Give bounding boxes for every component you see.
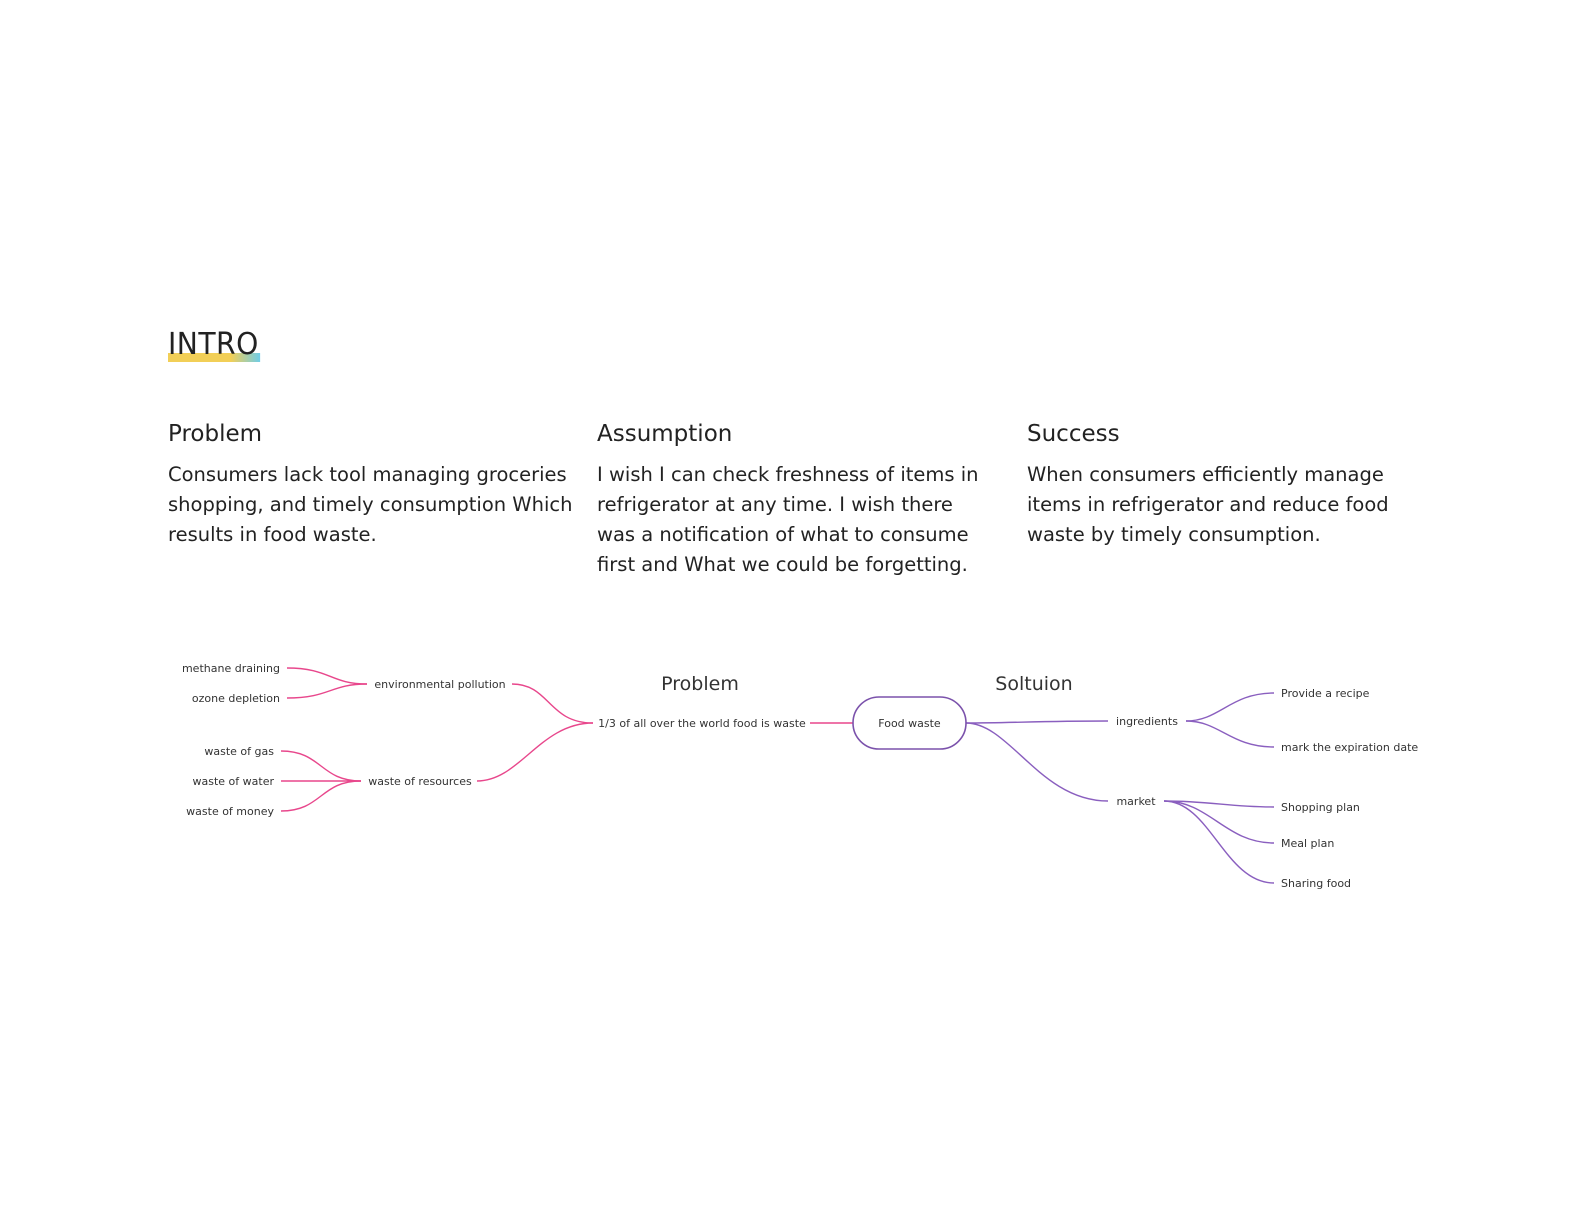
edge-pollution-to-main	[512, 684, 593, 723]
money-label: waste of money	[186, 805, 274, 818]
edge-ingredients-to-recipe	[1186, 693, 1274, 721]
meal-plan-label: Meal plan	[1281, 837, 1335, 850]
sharing-food-label: Sharing food	[1281, 877, 1352, 890]
edge-resources-to-main	[477, 723, 593, 781]
pollution-label: environmental pollution	[374, 678, 506, 691]
ingredients-label: ingredients	[1116, 715, 1178, 728]
edge-center-to-market	[966, 723, 1108, 801]
edge-center-to-ingredients	[966, 721, 1108, 723]
intro-title: INTRO	[168, 325, 260, 365]
edge-market-to-sharing	[1164, 801, 1274, 883]
success-text: When consumers efficiently manage items in refrigerator and reduce food waste by timely consumption.	[1027, 463, 1389, 546]
methane-label: methane draining	[181, 662, 280, 675]
problem-section-label: Problem	[661, 673, 739, 695]
center-label: Food waste	[878, 717, 941, 730]
edge-gas-to-resources	[281, 751, 361, 781]
edge-ingredients-to-expiration	[1186, 721, 1274, 747]
ozone-label: ozone depletion	[191, 692, 280, 705]
edge-money-to-resources	[281, 781, 361, 811]
assumption-text: I wish I can check freshness of items in refrigerator at any time. I wish there was a notification of what to consume first and What we could be forgetting.	[597, 463, 979, 576]
solution-section-label: Soltuion	[995, 673, 1073, 695]
gas-label: waste of gas	[204, 745, 274, 758]
edge-methane-to-pollution	[287, 668, 367, 684]
shopping-plan-label: Shopping plan	[1281, 801, 1360, 814]
problem-text: Consumers lack tool managing groceries shopping, and timely consumption Which results in food waste.	[168, 463, 573, 546]
market-label: market	[1116, 795, 1156, 808]
problem-main-label: 1/3 of all over the world food is waste	[598, 717, 806, 730]
success-heading: Success	[1027, 421, 1120, 447]
resources-label: waste of resources	[368, 775, 472, 788]
water-label: waste of water	[192, 775, 274, 788]
recipe-label: Provide a recipe	[1281, 687, 1370, 700]
problem-branch	[281, 668, 853, 811]
assumption-heading: Assumption	[597, 421, 733, 447]
edge-ozone-to-pollution	[287, 684, 367, 698]
problem-heading: Problem	[168, 421, 263, 447]
edge-market-to-shopping	[1164, 801, 1274, 807]
expiration-label: mark the expiration date	[1281, 741, 1419, 754]
